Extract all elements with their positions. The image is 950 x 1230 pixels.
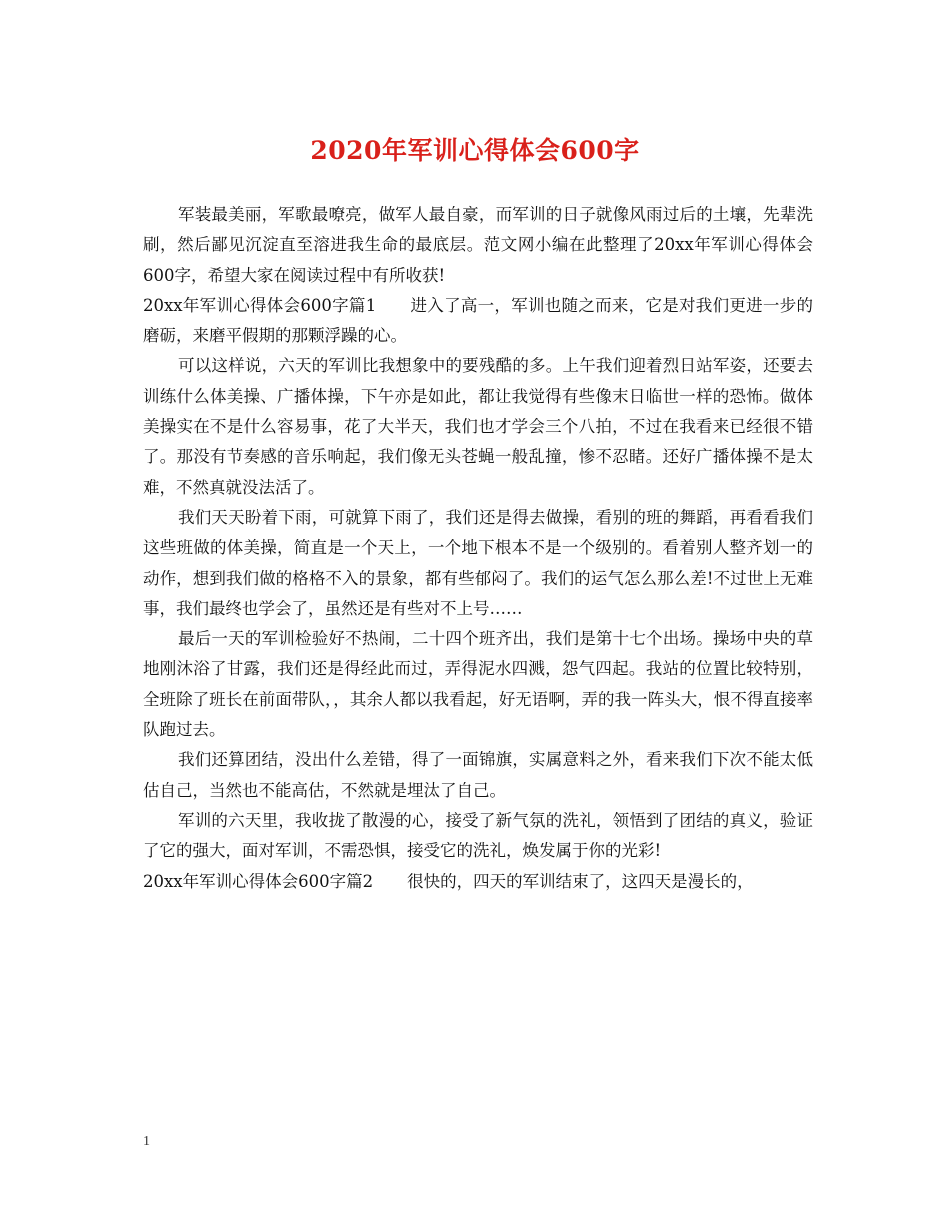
paragraph-3: 我们天天盼着下雨，可就算下雨了，我们还是得去做操，看别的班的舞蹈，再看看我们这些班做的体美操，简直是一个天上，一个地下根本不是一个级别的。看着别人整齐划一的动作，想到我们做的格格不入的景象，都有些郁闷了。我们的运气怎么那么差!不过世上无难事，我们最终也学会了，虽然还是有些对不上号…… — [143, 507, 813, 618]
section-1-paragraph — [143, 291, 813, 352]
section-2-lead: 很快的，四天的军训结束了，这四天是漫长的， — [407, 871, 754, 891]
page-number: 1 — [143, 1134, 150, 1149]
paragraph-6: 军训的六天里，我收拢了散漫的心，接受了新气氛的洗礼，领悟到了团结的真义，验证了它的强大，面对军训，不需恐惧，接受它的洗礼，焕发属于你的光彩! — [143, 810, 813, 861]
document-body — [143, 200, 813, 897]
section-1-heading: 20xx年军训心得体会600字篇1 — [143, 295, 377, 315]
paragraph-4: 最后一天的军训检验好不热闹，二十四个班齐出，我们是第十七个出场。操场中央的草地刚沐浴了甘露，我们还是得经此而过，弄得泥水四溅，怨气四起。我站的位置比较特别，全班除了班长在前面带队，，其余人都以我看起，好无语啊，弄的我一阵头大，恨不得直接率队跑过去。 — [143, 629, 813, 740]
section-2-paragraph — [143, 867, 813, 897]
page-title: 2020年军训心得体会600字 — [310, 136, 640, 165]
section-1-lead: 进入了高一，军训也随之而来，它是对我们更进一步的磨砺，来磨平假期的那颗浮躁的心。 — [143, 295, 814, 346]
section-2-heading: 20xx年军训心得体会600字篇2 — [143, 871, 374, 891]
paragraph-2: 可以这样说，六天的军训比我想象中的要残酷的多。上午我们迎着烈日站军姿，还要去训练什么体美操、广播体操，下午亦是如此，都让我觉得有些像末日临世一样的恐怖。做体美操实在不是什么容易事，花了大半天，我们也才学会三个八拍，不过在我看来已经很不错了。那没有节奏感的音乐响起，我们像无头苍蝇一般乱撞，惨不忍睹。还好广播体操不是太难，不然真就没法活了。 — [143, 356, 813, 497]
intro-paragraph: 军装最美丽，军歌最嘹亮，做军人最自豪，而军训的日子就像风雨过后的土壤，先辈洗刷，然后鄙见沉淀直至溶进我生命的最底层。范文网小编在此整理了20xx年军训心得体会600字，希望大家在阅读过程中有所收获! — [143, 205, 813, 285]
paragraph-5: 我们还算团结，没出什么差错，得了一面锦旗，实属意料之外，看来我们下次不能太低估自己，当然也不能高估，不然就是埋汰了自己。 — [143, 750, 813, 800]
